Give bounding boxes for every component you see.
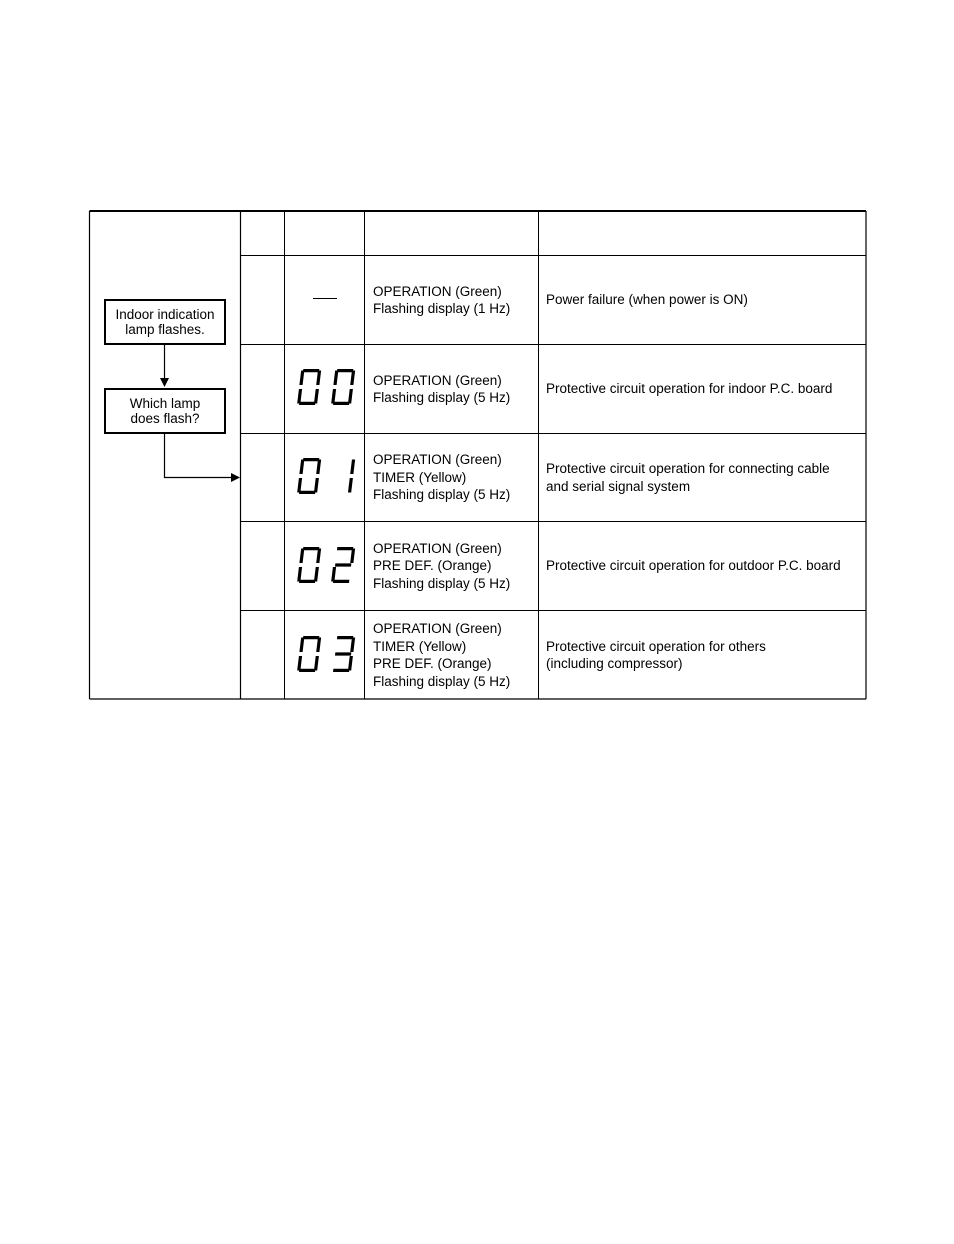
segment <box>316 638 321 653</box>
lamp-cell: OPERATION (Green) TIMER (Yellow) Flashing display (5 Hz) <box>373 452 511 503</box>
segment <box>303 547 319 550</box>
segment <box>303 636 319 639</box>
description-cell: Protective circuit operation for connecting cable and serial signal system <box>546 461 830 494</box>
seven-segment-code <box>296 547 358 587</box>
seven-segment-code <box>296 369 358 409</box>
segment <box>299 460 304 475</box>
seven-segment-code <box>296 636 358 676</box>
segment <box>350 371 355 386</box>
description-cell: Protective circuit operation for outdoor P.C. board <box>546 558 841 574</box>
segment <box>333 371 338 386</box>
lamp-cell: OPERATION (Green) PRE DEF. (Orange) Flashing display (5 Hz) <box>373 540 511 591</box>
segment <box>299 371 304 386</box>
seven-segment-code <box>296 458 358 498</box>
segment <box>335 563 351 566</box>
lamp-cell: OPERATION (Green) TIMER (Yellow) PRE DEF. (Orange) Flashing display (5 Hz) <box>373 621 511 689</box>
description-cell: Protective circuit operation for indoor P.C. board <box>546 381 833 397</box>
segment <box>333 669 349 672</box>
segment <box>331 567 336 582</box>
segment <box>337 369 353 372</box>
segment <box>299 491 315 494</box>
flow-box-which-lamp: Which lamp does flash? <box>104 388 226 434</box>
flow-box-indoor-lamp: Indoor indication lamp flashes. <box>104 299 226 345</box>
code-display-02 <box>296 547 358 592</box>
segment <box>333 580 349 583</box>
dash-icon <box>313 298 337 299</box>
segment <box>316 460 321 475</box>
segment <box>331 389 336 404</box>
segment <box>314 389 319 404</box>
description-cell: Protective circuit operation for others (including compressor) <box>546 638 766 671</box>
segment <box>348 389 353 404</box>
segment <box>337 547 353 550</box>
description-cell: Power failure (when power is ON) <box>546 292 748 308</box>
segment <box>337 636 353 639</box>
segment <box>299 580 315 583</box>
segment <box>350 460 355 475</box>
segment <box>316 371 321 386</box>
segment <box>299 549 304 564</box>
code-display-00 <box>296 369 358 414</box>
code-display-01 <box>296 458 358 503</box>
segment <box>297 656 302 671</box>
code-display-03 <box>296 636 358 681</box>
segment <box>335 652 351 655</box>
segment <box>299 669 315 672</box>
segment <box>299 402 315 405</box>
lamp-cell: OPERATION (Green) Flashing display (5 Hz) <box>373 372 511 405</box>
segment <box>297 389 302 404</box>
segment <box>350 638 355 653</box>
segment <box>299 638 304 653</box>
segment <box>297 478 302 493</box>
segment <box>348 656 353 671</box>
segment <box>314 567 319 582</box>
lamp-cell: OPERATION (Green) Flashing display (1 Hz) <box>373 283 511 316</box>
segment <box>350 549 355 564</box>
segment <box>303 369 319 372</box>
segment <box>303 458 319 461</box>
segment <box>316 549 321 564</box>
segment <box>314 656 319 671</box>
segment <box>333 402 349 405</box>
segment <box>348 478 353 493</box>
segment <box>297 567 302 582</box>
segment <box>314 478 319 493</box>
